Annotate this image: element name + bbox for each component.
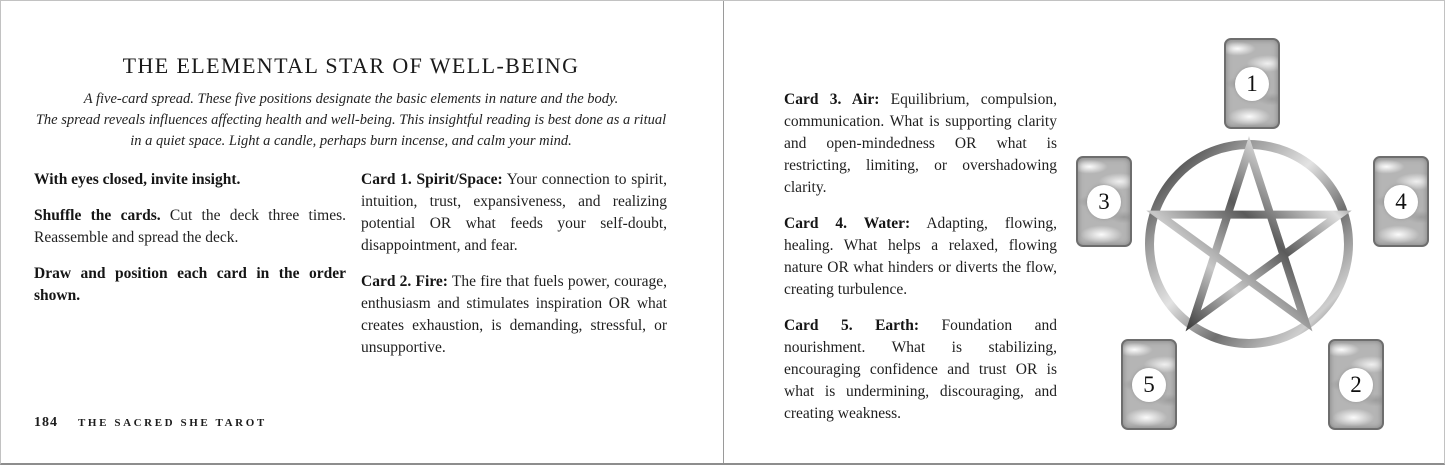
tarot-card-position-3 bbox=[1076, 156, 1132, 247]
tarot-card-position-2 bbox=[1328, 339, 1384, 430]
subtitle-line-1: A five-card spread. These five positions designate the basic elements in nature and the body. bbox=[83, 91, 619, 107]
card-5-text: Foundation and nourishment. What is stabilizing, encouraging confidence and trust OR is what is undermining, discouraging, and creating weakness. bbox=[784, 317, 1058, 422]
card-2-description bbox=[361, 271, 667, 359]
instruction-paragraph-2 bbox=[34, 205, 346, 249]
instruction-lead-2: Shuffle the cards. bbox=[34, 207, 161, 224]
card-number-badge-1: 1 bbox=[1235, 67, 1269, 101]
page-right bbox=[724, 1, 1445, 465]
card-2-text: The fire that fuels power, courage, enthusiasm and stimulates inspiration OR what creates exhaustion, is demanding, stressful, or unsupportive. bbox=[361, 273, 668, 356]
card-3-label: Card 3. Air: bbox=[784, 91, 880, 108]
card-1-description bbox=[361, 169, 667, 257]
card-4-label: Card 4. Water: bbox=[784, 215, 911, 232]
card-number-badge-2: 2 bbox=[1339, 368, 1373, 402]
pentagram-circle bbox=[1150, 145, 1349, 344]
card-1-label: Card 1. Spirit/Space: bbox=[361, 171, 503, 188]
page-footer bbox=[34, 413, 267, 431]
card-number-badge-5: 5 bbox=[1132, 368, 1166, 402]
card-3-text: Equilibrium, compulsion, communication. What is supporting clarity and open-mindedness OR what is restricting, limiting, or overshadowing clarity. bbox=[784, 91, 1057, 196]
card-5-label: Card 5. Earth: bbox=[784, 317, 919, 334]
card-4-description bbox=[784, 213, 1057, 301]
card-5-description bbox=[784, 315, 1057, 425]
tarot-card-position-5 bbox=[1121, 339, 1177, 430]
spread-subtitle bbox=[31, 89, 671, 152]
subtitle-line-2: The spread reveals influences affecting health and well-being. This insightful reading is best done as a ritual bbox=[35, 112, 667, 128]
card-number-badge-4: 4 bbox=[1384, 185, 1418, 219]
pentagram-icon bbox=[1129, 124, 1369, 364]
tarot-card-position-1 bbox=[1224, 38, 1280, 129]
instruction-lead-3: Draw and position each card in the order shown. bbox=[34, 265, 346, 304]
subtitle-line-3: in a quiet space. Light a candle, perhaps burn incense, and calm your mind. bbox=[130, 133, 572, 149]
instruction-lead-1: With eyes closed, invite insight. bbox=[34, 171, 241, 188]
card-1-text: Your connection to spirit, intuition, trust, expansiveness, and realizing potential OR what feeds your self-doubt, disappointment, and fear. bbox=[361, 171, 667, 254]
instruction-paragraph-1 bbox=[34, 169, 346, 191]
card-2-label: Card 2. Fire: bbox=[361, 273, 448, 290]
page-number: 184 bbox=[34, 415, 58, 430]
page-title: THE ELEMENTAL STAR OF WELL-BEING bbox=[122, 53, 580, 78]
tarot-card-position-4 bbox=[1373, 156, 1429, 247]
card-4-text: Adapting, flowing, healing. What helps a relaxed, flowing nature OR what hinders or diverts the flow, creating turbulence. bbox=[784, 215, 1057, 298]
instruction-body-2: Cut the deck three times. Reassemble and spread the deck. bbox=[34, 207, 346, 246]
page-left bbox=[1, 1, 724, 465]
instruction-paragraph-3 bbox=[34, 263, 346, 307]
pentagram-star bbox=[1159, 149, 1340, 321]
card-number-badge-3: 3 bbox=[1087, 185, 1121, 219]
instructions-column bbox=[34, 169, 346, 321]
card-3-description bbox=[784, 89, 1057, 199]
running-title: THE SACRED SHE TAROT bbox=[78, 417, 267, 429]
card-descriptions-column-left bbox=[361, 169, 667, 373]
card-descriptions-column-right bbox=[784, 89, 1057, 439]
